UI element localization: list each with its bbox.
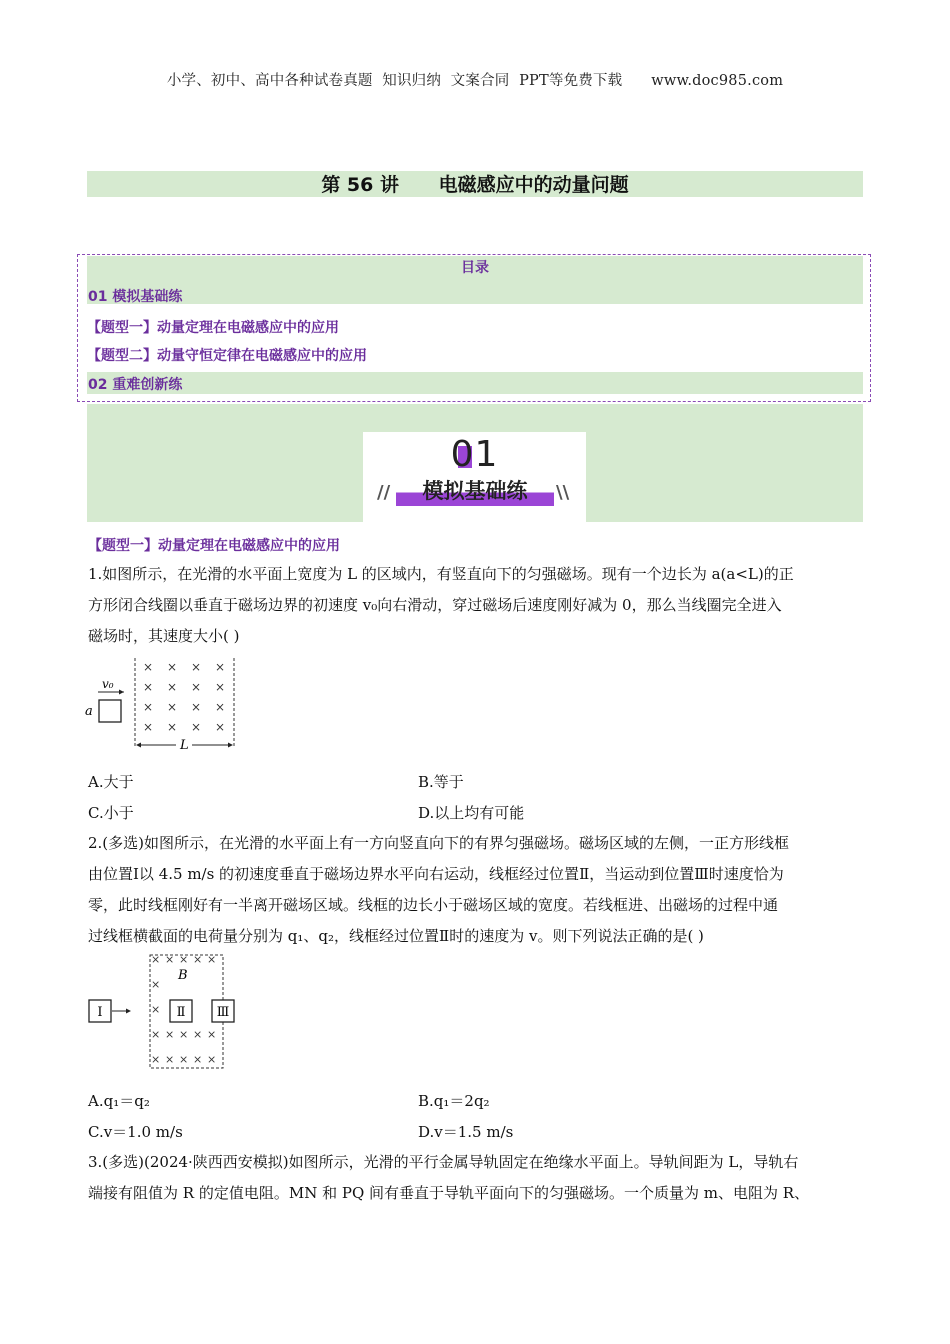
- field-cross-mark: ×: [151, 1028, 161, 1041]
- field-cross-mark: ×: [167, 700, 178, 714]
- toc-item-2[interactable]: 【题型一】动量定理在电磁感应中的应用: [87, 320, 339, 336]
- field-cross-mark: ×: [151, 978, 161, 991]
- question-3-text: [88, 1147, 864, 1209]
- field-cross-mark: ×: [215, 680, 226, 694]
- field-cross-mark: ×: [179, 953, 189, 966]
- field-cross-mark: ×: [191, 700, 202, 714]
- question-1-text: [88, 559, 864, 652]
- width-arrowhead-right: [228, 743, 233, 748]
- q2-line: 2.(多选)如图所示，在光滑的水平面上有一方向竖直向下的有界匀强磁场。磁场区域的左侧，一正方形线框: [88, 834, 790, 852]
- q2-figure: [84, 950, 244, 1070]
- toc-item-4[interactable]: 02 重难创新练: [88, 377, 183, 393]
- q1-figure: [84, 656, 244, 756]
- q1-line: 1.如图所示，在光滑的水平面上宽度为 L 的区域内，有竖直向下的匀强磁场。现有一个边长为 a(a<L)的正: [88, 565, 794, 583]
- field-cross-mark: ×: [193, 1053, 203, 1066]
- width-label-L: L: [180, 738, 189, 753]
- field-cross-mark: ×: [215, 720, 226, 734]
- field-cross-mark: ×: [151, 1003, 161, 1016]
- field-cross-mark: ×: [215, 700, 226, 714]
- q2-option-a[interactable]: A.q₁＝q₂: [88, 1092, 150, 1110]
- q2-option-d[interactable]: D.v＝1.5 m/s: [418, 1123, 514, 1141]
- field-cross-mark: ×: [179, 1053, 189, 1066]
- question-2-text: [88, 828, 864, 952]
- page-header: 小学、初中、高中各种试卷真题 知识归纳 文案合同 PPT等免费下载 www.doc985.com: [166, 73, 784, 89]
- field-cross-mark: ×: [207, 1053, 217, 1066]
- q2-option-c[interactable]: C.v＝1.0 m/s: [88, 1123, 183, 1141]
- q3-line: 端接有阻值为 R 的定值电阻。MN 和 PQ 间有垂直于导轨平面向下的匀强磁场。一个质量为 m、电阻为 R、: [88, 1184, 810, 1202]
- field-cross-mark: ×: [167, 720, 178, 734]
- banner-right-marks: \\: [556, 482, 570, 503]
- field-cross-mark: ×: [165, 1028, 175, 1041]
- section-title: 【题型一】动量定理在电磁感应中的应用: [88, 538, 340, 554]
- q2-line: 零，此时线框刚好有一半离开磁场区域。线框的边长小于磁场区域的宽度。若线框进、出磁场的过程中通: [88, 896, 779, 914]
- field-cross-mark: ×: [151, 953, 161, 966]
- field-cross-mark: ×: [151, 1053, 161, 1066]
- field-cross-mark: ×: [207, 953, 217, 966]
- position-2-label: Ⅱ: [176, 1005, 186, 1020]
- banner-left-marks: //: [377, 482, 391, 503]
- field-label-B: B: [178, 968, 188, 983]
- q1-field-crosses: [143, 660, 225, 734]
- velocity-label: v₀: [102, 677, 114, 691]
- position-3-label: Ⅲ: [216, 1005, 230, 1020]
- field-cross-mark: ×: [179, 1028, 189, 1041]
- toc-heading: 目录: [461, 260, 489, 276]
- field-cross-mark: ×: [167, 680, 178, 694]
- field-cross-mark: ×: [143, 720, 154, 734]
- position-1-label: Ⅰ: [97, 1005, 103, 1020]
- q1-option-a[interactable]: A.大于: [88, 773, 134, 791]
- lecture-title: 第 56 讲 电磁感应中的动量问题: [87, 171, 863, 197]
- q1-option-c[interactable]: C.小于: [88, 804, 134, 822]
- field-cross-mark: ×: [143, 660, 154, 674]
- field-cross-mark: ×: [167, 660, 178, 674]
- field-cross-mark: ×: [207, 1028, 217, 1041]
- q1-option-b[interactable]: B.等于: [418, 773, 464, 791]
- q3-line: 3.(多选)(2024·陕西西安模拟)如图所示，光滑的平行金属导轨固定在绝缘水平面上。导轨间距为 L，导轨右: [88, 1153, 799, 1171]
- field-cross-mark: ×: [191, 680, 202, 694]
- field-cross-mark: ×: [193, 1028, 203, 1041]
- field-cross-mark: ×: [191, 720, 202, 734]
- toc-item-1[interactable]: 01 模拟基础练: [88, 289, 183, 305]
- q2-option-b[interactable]: B.q₁＝2q₂: [418, 1092, 490, 1110]
- q2-line: 由位置Ⅰ以 4.5 m/s 的初速度垂直于磁场边界水平向右运动，线框经过位置Ⅱ，当运动到位置Ⅲ时速度恰为: [88, 865, 784, 883]
- motion-arrowhead: [126, 1009, 131, 1014]
- banner-label: 模拟基础练: [396, 476, 554, 506]
- banner-card: [363, 432, 586, 522]
- side-label-a: a: [85, 704, 93, 719]
- field-cross-mark: ×: [193, 953, 203, 966]
- field-cross-mark: ×: [143, 680, 154, 694]
- field-cross-mark: ×: [215, 660, 226, 674]
- q2-line: 过线框横截面的电荷量分别为 q₁、q₂，线框经过位置Ⅱ时的速度为 v。则下列说法正确的是( ): [88, 927, 704, 945]
- field-cross-mark: ×: [165, 953, 175, 966]
- q1-line: 磁场时，其速度大小( ): [88, 627, 240, 645]
- field-cross-mark: ×: [191, 660, 202, 674]
- q1-option-d[interactable]: D.以上均有可能: [418, 804, 525, 822]
- toc-item-3[interactable]: 【题型二】动量守恒定律在电磁感应中的应用: [87, 348, 367, 364]
- field-cross-mark: ×: [143, 700, 154, 714]
- width-arrowhead-left: [136, 743, 141, 748]
- field-cross-mark: ×: [165, 1053, 175, 1066]
- q1-line: 方形闭合线圈以垂直于磁场边界的初速度 v₀向右滑动，穿过磁场后速度刚好减为 0，那么当线圈完全进入: [88, 596, 782, 614]
- velocity-arrowhead: [119, 690, 124, 695]
- banner-number: 01: [450, 434, 499, 475]
- coil-square: [99, 700, 121, 722]
